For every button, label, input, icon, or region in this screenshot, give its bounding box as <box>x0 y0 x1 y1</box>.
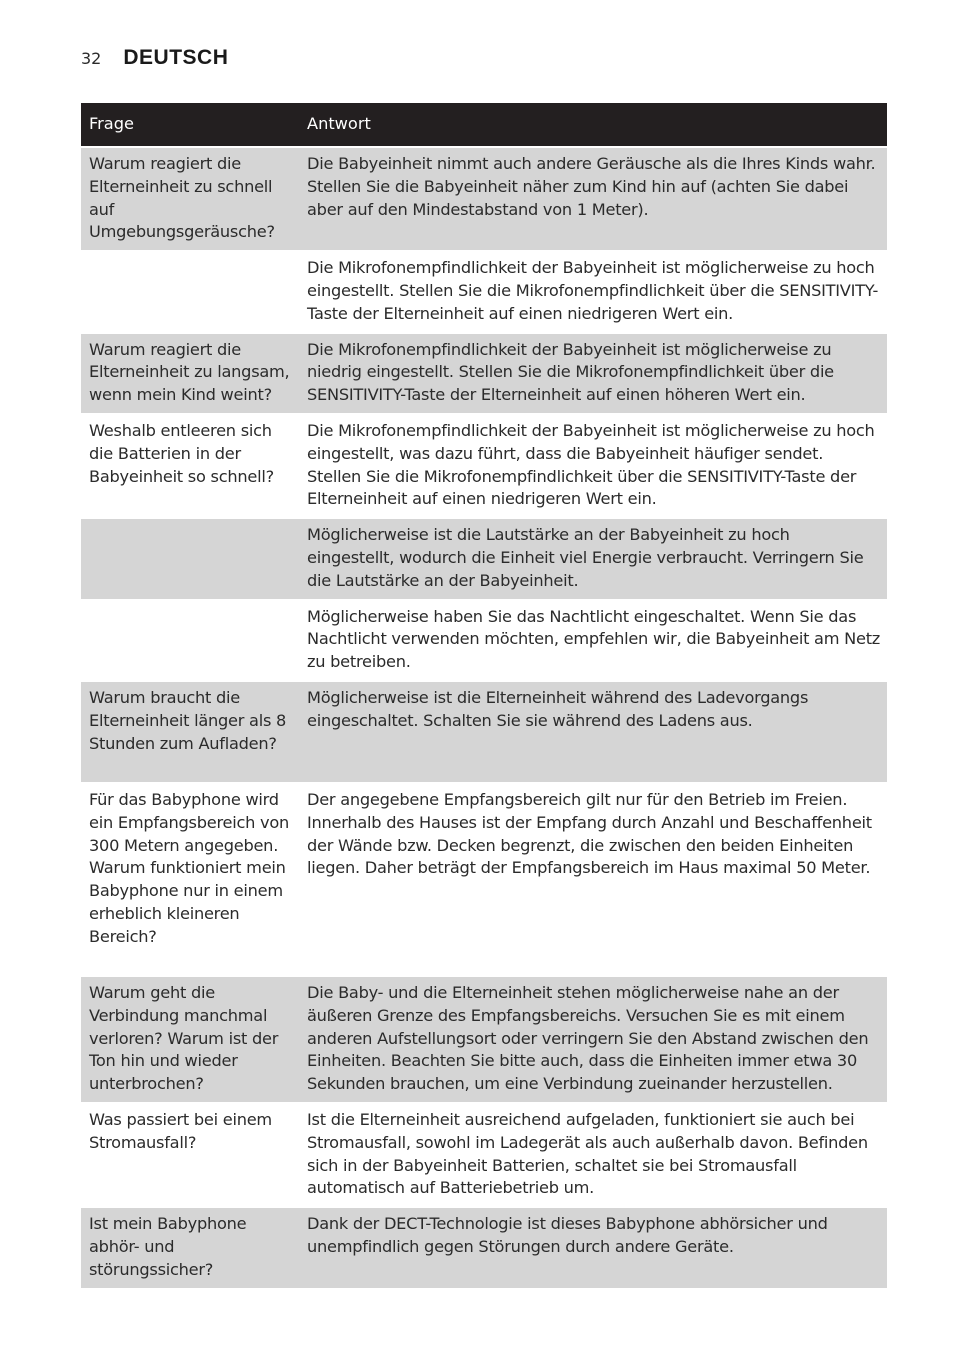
answer-cell: Dank der DECT-Technologie ist dieses Babyphone abhörsicher und unempfindlich gegen Störungen durch andere Geräte. <box>299 1207 887 1287</box>
table-row <box>81 681 887 783</box>
page-header <box>81 46 228 76</box>
table-row <box>81 1207 887 1287</box>
question-cell: Was passiert bei einem Stromausfall? <box>81 1103 299 1207</box>
question-cell: Warum geht die Verbindung manchmal verloren? Warum ist der Ton hin und wieder unterbrochen? <box>81 976 299 1103</box>
answer-cell: Möglicherweise ist die Elterneinheit während des Ladevorgangs eingeschaltet. Schalten Sie sie während des Ladens aus. <box>299 681 887 783</box>
answer-cell: Möglicherweise haben Sie das Nachtlicht eingeschaltet. Wenn Sie das Nachtlicht verwenden möchten, empfehlen wir, die Babyeinheit am Netz zu betreiben. <box>299 600 887 681</box>
table-row <box>81 976 887 1103</box>
table-row <box>81 783 887 976</box>
table-row <box>81 147 887 251</box>
table-row <box>81 600 887 681</box>
answer-cell: Die Mikrofonempfindlichkeit der Babyeinheit ist möglicherweise zu hoch eingestellt, was dazu führt, dass die Babyeinheit häufiger sendet. Stellen Sie die Mikrofonempfindlichkeit über die SENSITIVITY-Taste der Elterneinheit auf einen niedrigeren Wert ein. <box>299 414 887 518</box>
question-cell: Warum braucht die Elterneinheit länger als 8 Stunden zum Aufladen? <box>81 681 299 783</box>
table-row <box>81 414 887 518</box>
troubleshooting-table <box>81 103 887 1288</box>
question-cell <box>81 600 299 681</box>
answer-cell: Der angegebene Empfangsbereich gilt nur für den Betrieb im Freien. Innerhalb des Hauses ist der Empfang durch Anzahl und Beschaffenheit der Wände bzw. Decken begrenzt, die zwischen den beiden Einheiten liegen. Daher beträgt der Empfangsbereich im Haus maximal 50 Meter. <box>299 783 887 976</box>
question-cell: Warum reagiert die Elterneinheit zu langsam, wenn mein Kind weint? <box>81 333 299 414</box>
answer-cell: Die Babyeinheit nimmt auch andere Geräusche als die Ihres Kinds wahr. Stellen Sie die Babyeinheit näher zum Kind hin auf (achten Sie dabei aber auf den Mindestabstand von 1 Meter). <box>299 147 887 251</box>
table-row <box>81 1103 887 1207</box>
question-cell: Weshalb entleeren sich die Batterien in der Babyeinheit so schnell? <box>81 414 299 518</box>
column-header-question: Frage <box>81 103 299 147</box>
answer-cell: Ist die Elterneinheit ausreichend aufgeladen, funktioniert sie auch bei Stromausfall, sowohl im Ladegerät als auch außerhalb davon. Befinden sich in der Babyeinheit Batterien, schaltet sie bei Stromausfall automatisch auf Batteriebetrieb um. <box>299 1103 887 1207</box>
answer-cell: Möglicherweise ist die Lautstärke an der Babyeinheit zu hoch eingestellt, wodurch die Einheit viel Energie verbraucht. Verringern Sie die Lautstärke an der Babyeinheit. <box>299 518 887 599</box>
table-row <box>81 518 887 599</box>
question-cell <box>81 251 299 332</box>
table-row <box>81 333 887 414</box>
question-cell: Für das Babyphone wird ein Empfangsbereich von 300 Metern angegeben. Warum funktioniert mein Babyphone nur in einem erheblich kleineren Bereich? <box>81 783 299 976</box>
column-header-answer: Antwort <box>299 103 887 147</box>
answer-cell: Die Baby- und die Elterneinheit stehen möglicherweise nahe an der äußeren Grenze des Empfangsbereichs. Versuchen Sie es mit einem anderen Aufstellungsort oder verringern Sie den Abstand zwischen den Einheiten. Beachten Sie bitte auch, dass die Einheiten immer etwa 30 Sekunden brauchen, um eine Verbindung zueinander herzustellen. <box>299 976 887 1103</box>
answer-cell: Die Mikrofonempfindlichkeit der Babyeinheit ist möglicherweise zu hoch eingestellt. Stellen Sie die Mikrofonempfindlichkeit über die SENSITIVITY-Taste der Elterneinheit auf einen niedrigeren Wert ein. <box>299 251 887 332</box>
answer-cell: Die Mikrofonempfindlichkeit der Babyeinheit ist möglicherweise zu niedrig eingestellt. Stellen Sie die Mikrofonempfindlichkeit über die SENSITIVITY-Taste der Elterneinheit auf einen höheren Wert ein. <box>299 333 887 414</box>
section-language-title: DEUTSCH <box>123 46 229 69</box>
question-cell: Ist mein Babyphone abhör- und störungssicher? <box>81 1207 299 1287</box>
table-header-row <box>81 103 887 147</box>
table-row <box>81 251 887 332</box>
page-number: 32 <box>81 49 102 68</box>
question-cell <box>81 518 299 599</box>
question-cell: Warum reagiert die Elterneinheit zu schnell auf Umgebungsgeräusche? <box>81 147 299 251</box>
